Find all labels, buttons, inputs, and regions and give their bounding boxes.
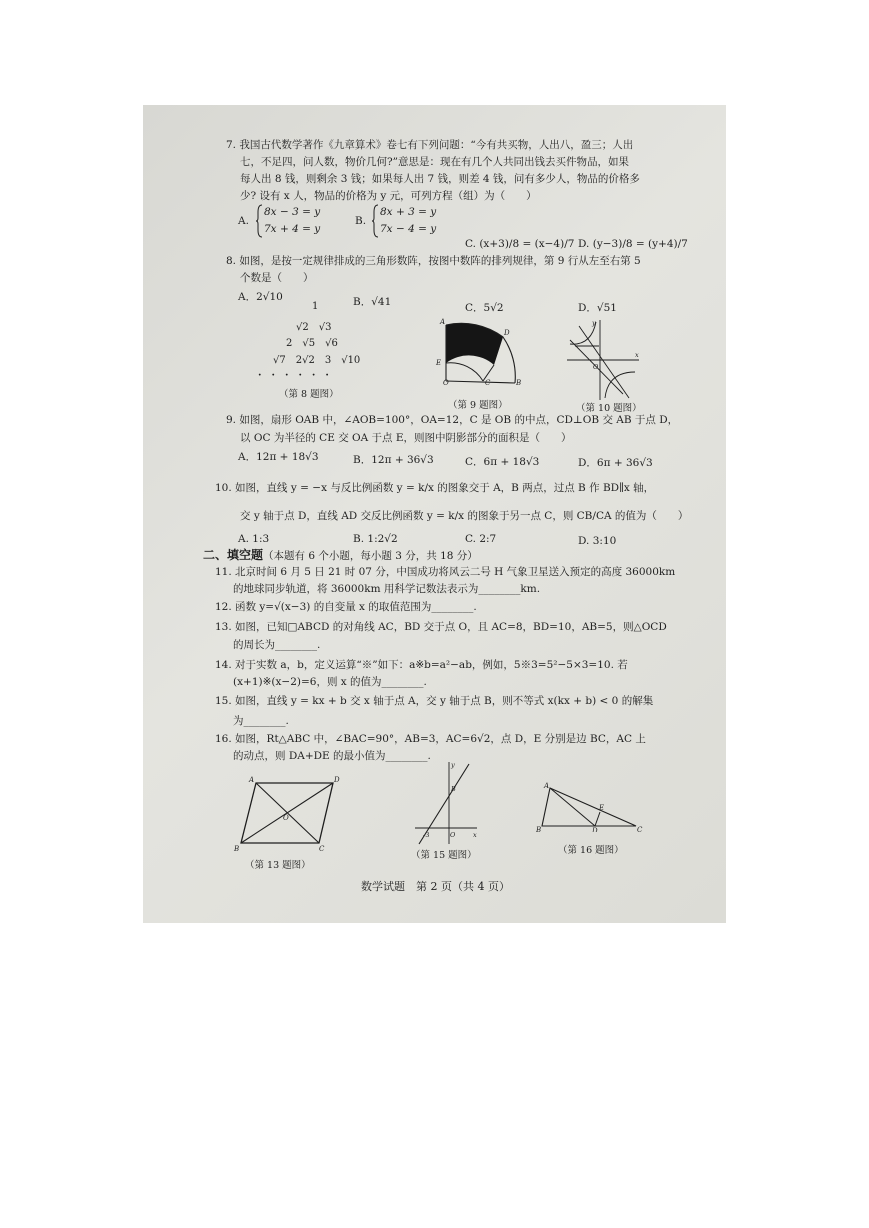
q7-line2: 七，不足四，问人数，物价几何?”意思是：现在有几个人共同出钱去买件物品，如果 bbox=[240, 156, 629, 168]
q7-line3: 每人出 8 钱，则剩余 3 钱；如果每人出 7 钱，则差 4 钱，问有多少人，物品的价格多 bbox=[240, 173, 640, 185]
q10-option-c: C. 2:7 bbox=[465, 533, 497, 545]
fig13-label-c: C bbox=[319, 845, 325, 853]
fig15-caption: （第 15 题图） bbox=[411, 850, 477, 861]
fig16-label-a: A bbox=[544, 782, 550, 790]
fig9-caption: （第 9 题图） bbox=[448, 400, 508, 411]
q8-line2: 个数是（ ） bbox=[240, 272, 314, 284]
q7-line4: 少? 设有 x 人，物品的价格为 y 元，可列方程（组）为（ ） bbox=[240, 190, 537, 202]
q7-option-b-brace bbox=[371, 204, 379, 238]
fig15-label-neg3: -3 bbox=[423, 831, 430, 839]
fig15-label-x: x bbox=[473, 831, 477, 839]
section2-title: 二、填空题 bbox=[203, 548, 264, 562]
q10-option-b: B. 1:2√2 bbox=[353, 533, 398, 545]
q10-option-a: A. 1:3 bbox=[238, 533, 270, 545]
array-row-3: 2 √5 √6 bbox=[286, 338, 338, 349]
exam-page bbox=[143, 105, 726, 923]
fig13-parallelogram bbox=[231, 773, 341, 853]
array-row-1: 1 bbox=[312, 301, 319, 312]
q8-option-c: C．5√2 bbox=[465, 302, 504, 314]
q9-option-a: A．12π + 18√3 bbox=[238, 451, 319, 463]
fig8-caption: （第 8 题图） bbox=[279, 389, 339, 400]
q7-option-a-label: A. bbox=[238, 215, 249, 227]
fig13-label-b: B bbox=[234, 845, 240, 853]
q8-line1: 8. 如图，是按一定规律排成的三角形数阵，按图中数阵的排列规律，第 9 行从左至右第 5 bbox=[226, 255, 641, 267]
q10-option-d: D. 3:10 bbox=[578, 535, 617, 547]
fig16-triangle bbox=[536, 782, 646, 832]
q9-option-d: D．6π + 36√3 bbox=[578, 457, 653, 469]
fig9-label-c: C bbox=[485, 379, 491, 385]
q7-option-a-eq2: 7x + 4 = y bbox=[264, 223, 321, 235]
fig9-label-d: D bbox=[504, 329, 510, 337]
q9-option-b: B．12π + 36√3 bbox=[353, 454, 434, 466]
page-footer: 数学试题 第 2 页（共 4 页） bbox=[361, 880, 510, 893]
section2-header bbox=[203, 549, 478, 563]
fig13-label-a: A bbox=[249, 776, 255, 784]
fig16-caption: （第 16 题图） bbox=[558, 845, 624, 856]
q16-line2: 的动点，则 DA+DE 的最小值为________. bbox=[233, 750, 431, 762]
fig15-label-o: O bbox=[450, 831, 456, 839]
fig10-label-y: y bbox=[592, 319, 596, 327]
q11-line1: 11. 北京时间 6 月 5 日 21 时 07 分，中国成功将风云二号 H 气象卫星送入预定的高度 36000km bbox=[215, 566, 676, 578]
q7-option-c: C. (x+3)/8 = (x−4)/7 bbox=[465, 238, 575, 250]
fig13-label-o: O bbox=[283, 814, 289, 822]
fig10-label-x: x bbox=[635, 351, 639, 359]
q13-line2: 的周长为________. bbox=[233, 639, 321, 651]
q12-line1: 12. 函数 y=√(x−3) 的自变量 x 的取值范围为________. bbox=[215, 601, 477, 613]
q7-option-b-label: B. bbox=[355, 215, 367, 227]
fig16-label-c: C bbox=[637, 826, 643, 832]
q14-line2: (x+1)※(x−2)=6，则 x 的值为________. bbox=[233, 676, 427, 688]
q8-option-a: A．2√10 bbox=[238, 291, 283, 303]
fig15-label-b: B bbox=[451, 785, 456, 793]
q10-line1: 10. 如图，直线 y = −x 与反比例函数 y = k/x 的图象交于 A，B 两点，过点 B 作 BD∥x 轴， bbox=[215, 482, 655, 494]
q8-option-d: D．√51 bbox=[578, 302, 617, 314]
fig9-label-o: O bbox=[443, 379, 449, 385]
fig13-label-d: D bbox=[334, 776, 340, 784]
q7-option-a-brace bbox=[255, 204, 263, 238]
fig9-label-b: B bbox=[516, 379, 522, 385]
q7-option-b-eq2: 7x − 4 = y bbox=[380, 223, 437, 235]
section2-note: （本题有 6 个小题，每小题 3 分，共 18 分） bbox=[263, 550, 478, 562]
q9-line2: 以 OC 为半径的 CE 交 OA 于点 E，则图中阴影部分的面积是（ ） bbox=[240, 432, 572, 444]
fig9-label-e: E bbox=[436, 359, 442, 367]
q7-option-b-eq1: 8x + 3 = y bbox=[380, 206, 437, 218]
q11-line2: 的地球同步轨道，将 36000km 用科学记数法表示为________km. bbox=[233, 583, 541, 595]
q9-line1: 9. 如图，扇形 OAB 中，∠AOB=100°，OA=12，C 是 OB 的中点，CD⊥OB 交 AB 于点 D， bbox=[226, 414, 679, 426]
q13-line1: 13. 如图，已知□ABCD 的对角线 AC，BD 交于点 O，且 AC=8，BD=10，AB=5，则△OCD bbox=[215, 621, 667, 633]
fig16-label-d: D bbox=[592, 827, 598, 832]
array-dots: · · · · · · bbox=[258, 370, 329, 381]
fig16-label-e: E bbox=[599, 804, 605, 812]
fig13-caption: （第 13 题图） bbox=[245, 860, 311, 871]
fig16-label-b: B bbox=[536, 826, 542, 832]
fig10-label-o: O bbox=[593, 363, 599, 371]
q7-option-d: D. (y−3)/8 = (y+4)/7 bbox=[578, 238, 688, 250]
q15-line2: 为________. bbox=[233, 715, 289, 727]
fig10-caption: （第 10 题图） bbox=[576, 403, 642, 414]
q10-line2: 交 y 轴于点 D，直线 AD 交反比例函数 y = k/x 的图象于另一点 C，则 CB/CA 的值为（ ） bbox=[240, 510, 689, 522]
q8-option-b: B．√41 bbox=[353, 296, 392, 308]
fig15-line-graph bbox=[411, 758, 483, 846]
q9-option-c: C．6π + 18√3 bbox=[465, 456, 540, 468]
array-row-2: √2 √3 bbox=[296, 322, 332, 333]
fig10-graph bbox=[563, 316, 643, 402]
q16-line1: 16. 如图，Rt△ABC 中，∠BAC=90°，AB=3，AC=6√2，点 D，E 分别是边 BC，AC 上 bbox=[215, 733, 646, 745]
fig15-label-y: y bbox=[451, 761, 455, 769]
q7-line1: 7. 我国古代数学著作《九章算术》卷七有下列问题：“今有共买物，人出八，盈三；人出 bbox=[226, 139, 634, 151]
q14-line1: 14. 对于实数 a，b，定义运算“※”如下：a※b=a²−ab，例如，5※3=5²−5×3=10. 若 bbox=[215, 659, 628, 671]
q7-option-a-eq1: 8x − 3 = y bbox=[264, 206, 321, 218]
fig9-sector-diagram bbox=[431, 313, 523, 385]
fig9-label-a: A bbox=[440, 318, 446, 326]
q15-line1: 15. 如图，直线 y = kx + b 交 x 轴于点 A，交 y 轴于点 B，则不等式 x(kx + b) < 0 的解集 bbox=[215, 695, 654, 707]
array-row-4: √7 2√2 3 √10 bbox=[273, 355, 361, 366]
